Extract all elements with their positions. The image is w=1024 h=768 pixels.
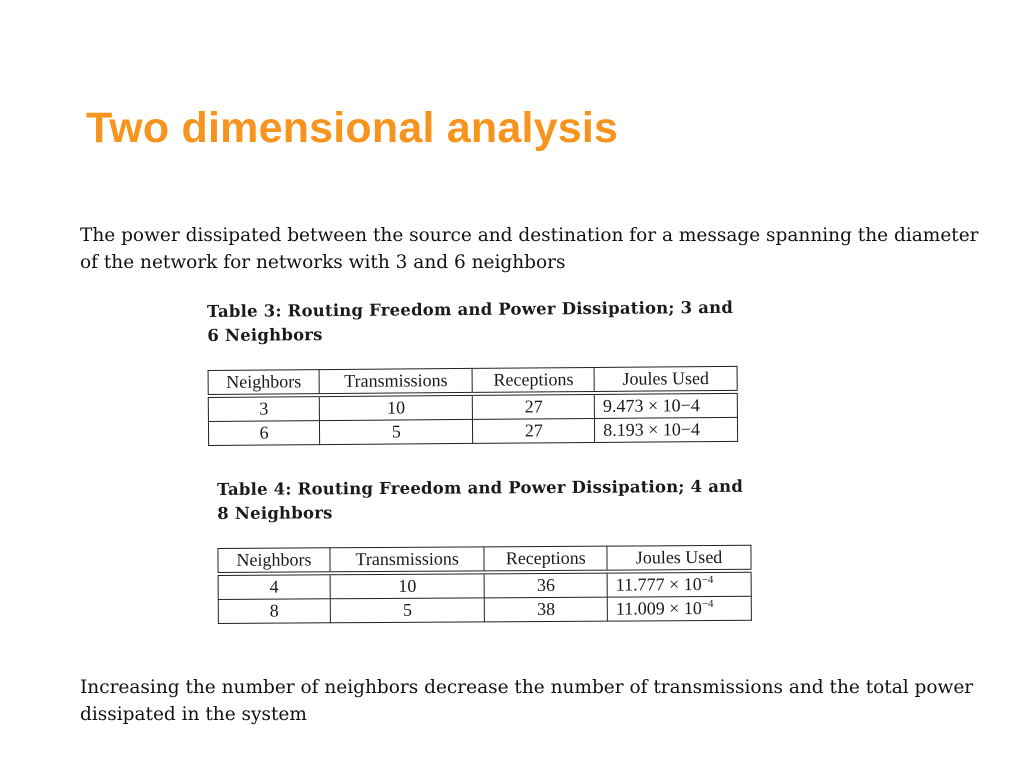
neighbors-cell: 8 xyxy=(218,599,330,624)
intro-paragraph: The power dissipated between the source and destination for a message spanning the diameter of the network for networks with 3 and 6 neighbors xyxy=(80,225,979,273)
transmissions-cell: 10 xyxy=(330,572,485,598)
receptions-cell: 27 xyxy=(473,393,595,419)
joules-exponent: −4 xyxy=(701,573,714,587)
table-4-figure xyxy=(217,475,752,624)
column-header-neighbors: Neighbors xyxy=(208,370,319,396)
joules-mantissa: 11.009 × 10 xyxy=(615,598,702,619)
joules-exponent: −4 xyxy=(701,597,714,611)
receptions-cell: 38 xyxy=(485,597,608,622)
column-header-transmissions: Transmissions xyxy=(319,368,473,395)
table-row xyxy=(208,417,737,445)
conclusion-paragraph: Increasing the number of neighbors decrease the number of transmissions and the total power dissipated in the system xyxy=(80,677,974,725)
table-3 xyxy=(208,366,739,446)
slide-title: Two dimensional analysis xyxy=(86,104,619,152)
table-row xyxy=(218,571,751,600)
table-header-row xyxy=(218,545,751,574)
table-4-caption: Table 4: Routing Freedom and Power Dissipation; 4 and 8 Neighbors xyxy=(217,476,744,523)
neighbors-cell: 6 xyxy=(208,421,319,446)
receptions-cell: 27 xyxy=(473,418,595,443)
joules-cell: 9.473 × 10−4 xyxy=(594,392,737,419)
neighbors-cell: 4 xyxy=(218,573,330,599)
column-header-receptions: Receptions xyxy=(473,367,595,393)
column-header-transmissions: Transmissions xyxy=(330,547,485,573)
joules-cell: 8.193 × 10−4 xyxy=(595,417,738,442)
column-header-receptions: Receptions xyxy=(484,546,607,572)
table-row xyxy=(218,596,751,623)
joules-cell xyxy=(607,571,751,597)
table-3-figure xyxy=(207,296,738,446)
receptions-cell: 36 xyxy=(485,572,608,598)
transmissions-cell: 5 xyxy=(320,419,474,444)
neighbors-cell: 3 xyxy=(208,395,319,421)
joules-cell xyxy=(607,596,751,621)
column-header-joules-used: Joules Used xyxy=(594,366,737,393)
joules-mantissa: 11.777 × 10 xyxy=(615,574,702,595)
column-header-neighbors: Neighbors xyxy=(218,548,330,574)
table-3-caption: Table 3: Routing Freedom and Power Dissipation; 3 and 6 Neighbors xyxy=(207,297,734,345)
transmissions-cell: 10 xyxy=(319,394,473,421)
transmissions-cell: 5 xyxy=(330,598,485,623)
table-4 xyxy=(217,545,751,624)
column-header-joules-used: Joules Used xyxy=(607,545,751,571)
